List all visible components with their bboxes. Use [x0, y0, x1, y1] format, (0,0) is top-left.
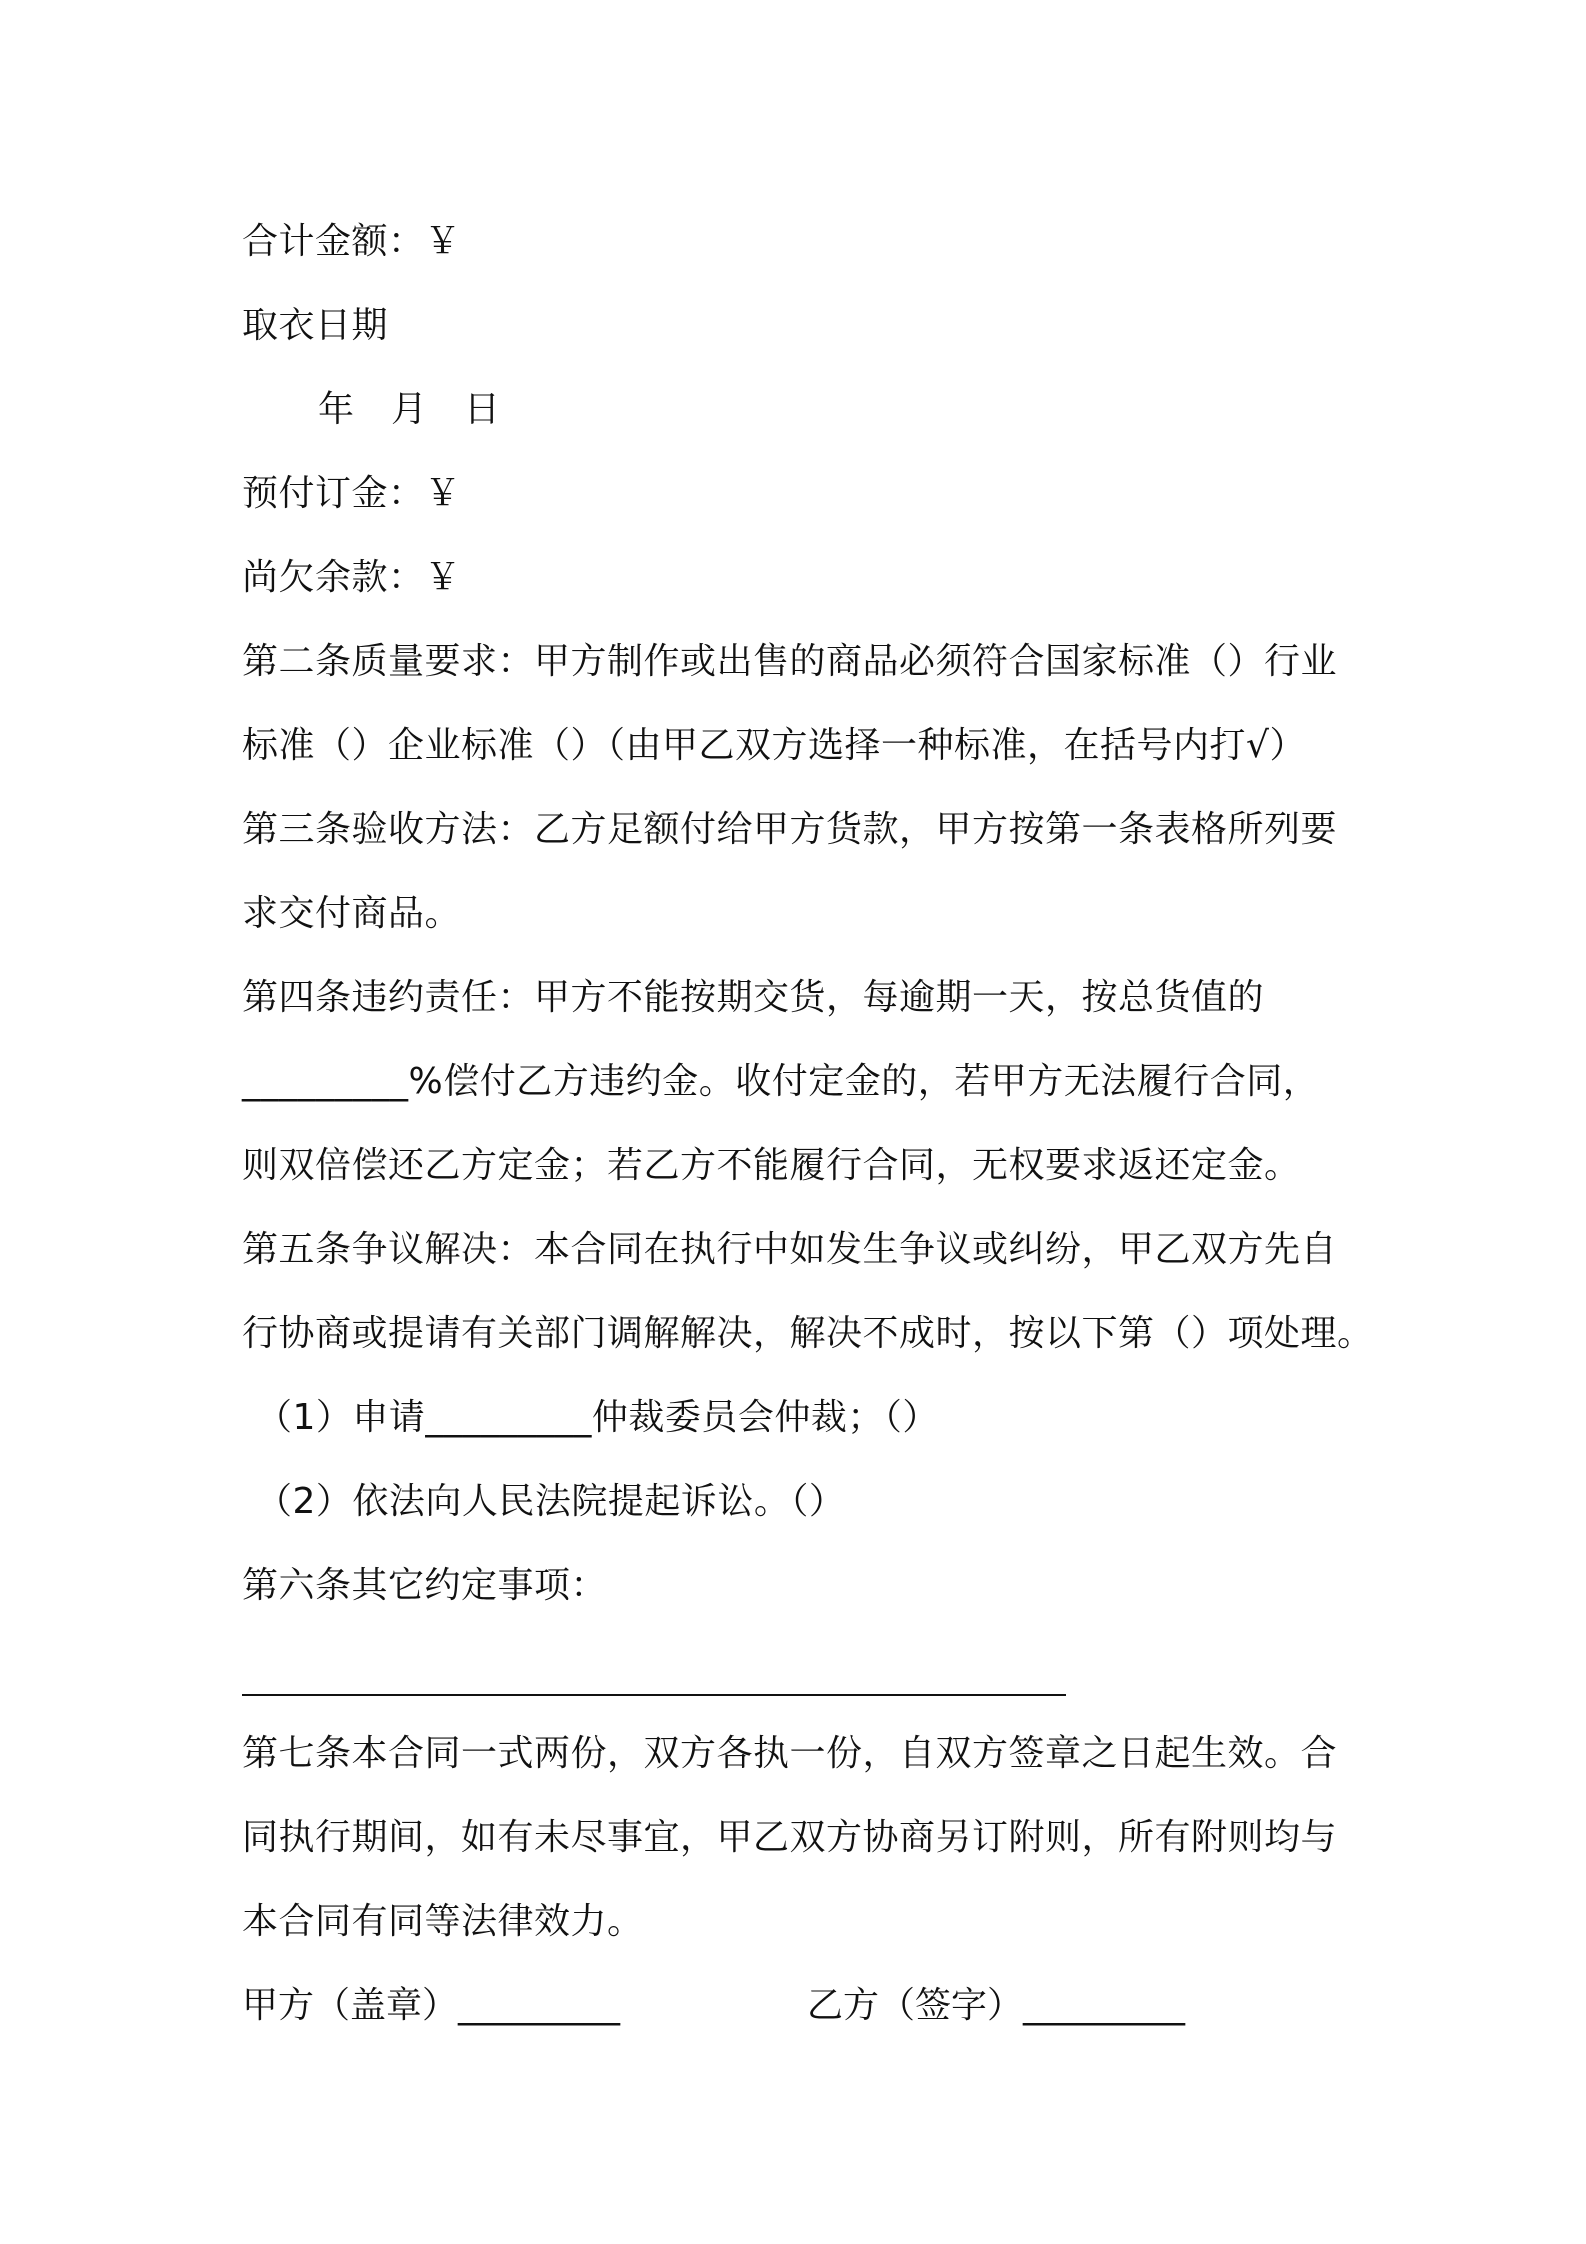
article-7-line-3: 本合同有同等法律效力。: [242, 1901, 644, 1942]
deposit-line: 预付订金：￥: [242, 473, 462, 514]
signature-row: [242, 1964, 1362, 2048]
balance-line: 尚欠余款：￥: [242, 557, 462, 598]
article-2-line-1: 第二条质量要求：甲方制作或出售的商品必须符合国家标准（）行业: [242, 641, 1338, 682]
pickup-date-label: 取衣日期: [242, 305, 389, 346]
article-7-line-2: 同执行期间，如有未尽事宜，甲乙双方协商另订附则，所有附则均与: [242, 1817, 1338, 1858]
pickup-date-fields: 年 月 日: [318, 389, 501, 430]
article-7-line-1: 第七条本合同一式两份，双方各执一份，自双方签章之日起生效。合: [242, 1733, 1338, 1774]
article-6-line: 第六条其它约定事项：: [242, 1565, 608, 1606]
fill-in-rule: [242, 1694, 1066, 1696]
article-3-line-1: 第三条验收方法：乙方足额付给甲方货款，甲方按第一条表格所列要: [242, 809, 1338, 850]
article-5-line-2: 行协商或提请有关部门调解解决，解决不成时，按以下第（）项处理。: [242, 1313, 1374, 1354]
article-5-option-1: （1）申请_________仲裁委员会仲裁；（）: [256, 1397, 939, 1438]
party-a-seal: 甲方（盖章）_________: [242, 1985, 621, 2026]
article-4-line-1: 第四条违约责任：甲方不能按期交货，每逾期一天，按总货值的: [242, 977, 1265, 1018]
article-3-line-2: 求交付商品。: [242, 893, 462, 934]
article-5-line-1: 第五条争议解决：本合同在执行中如发生争议或纠纷，甲乙双方先自: [242, 1229, 1338, 1270]
total-amount-line: 合计金额：￥: [242, 221, 462, 262]
article-4-line-2: _________%偿付乙方违约金。收付定金的，若甲方无法履行合同，: [242, 1061, 1320, 1102]
article-5-option-2: （2）依法向人民法院提起诉讼。（）: [256, 1481, 846, 1522]
party-b-signature: 乙方（签字）_________: [807, 1985, 1186, 2026]
contract-page: [242, 200, 1374, 2048]
article-2-line-2: 标准（）企业标准（）（由甲乙双方选择一种标准，在括号内打√）: [242, 725, 1306, 766]
article-6-blank: [242, 1628, 1362, 1712]
article-4-line-3: 则双倍偿还乙方定金；若乙方不能履行合同，无权要求返还定金。: [242, 1145, 1301, 1186]
